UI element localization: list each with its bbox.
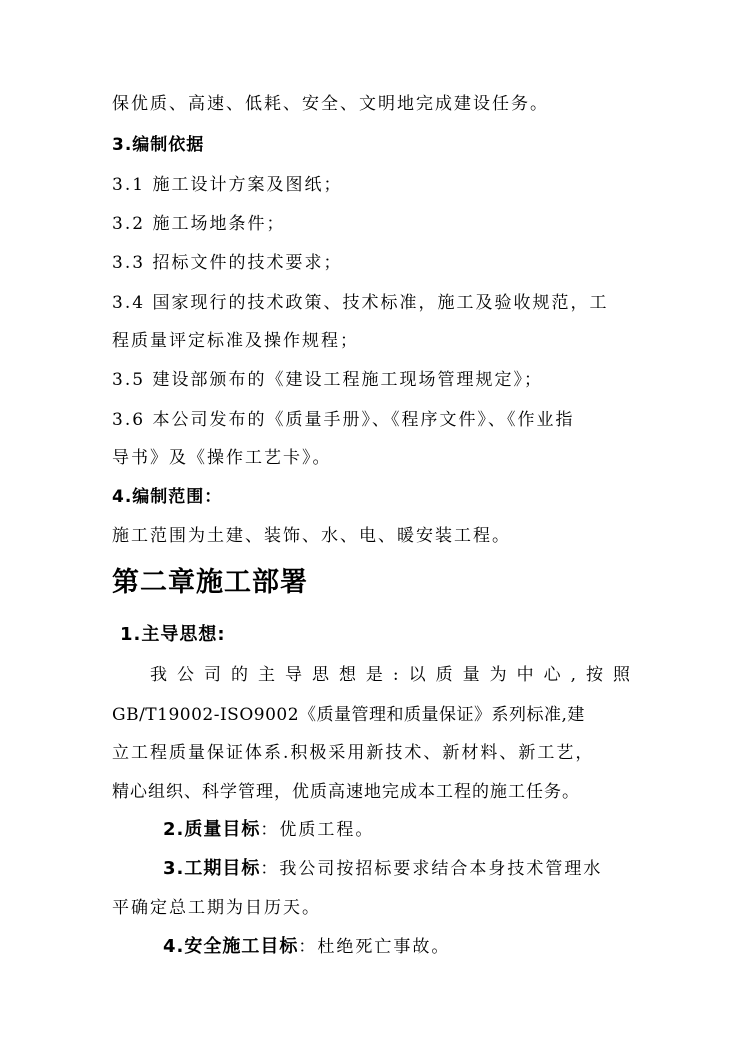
list-item: 3.1 施工设计方案及图纸； — [112, 175, 343, 195]
text-line: 保优质、高速、低耗、安全、文明地完成建设任务。 — [112, 94, 549, 114]
paragraph-line: GB/T19002-ISO9002《质量管理和质量保证》系列标准,建 — [112, 705, 585, 725]
goal-label: 3.工期目标 — [163, 858, 261, 879]
goal-text: ：我公司按招标要求结合本身技术管理水 — [260, 859, 603, 879]
text-line: 导书》及《操作工艺卡》。 — [112, 448, 332, 468]
goal-line — [163, 857, 602, 881]
list-item: 3.6 本公司发布的《质量手册》、《程序文件》、《作业指 — [112, 410, 575, 430]
goal-line — [163, 818, 374, 842]
goal-text: ：杜绝死亡事故。 — [298, 937, 451, 957]
goal-continuation: 平确定总工期为日历天。 — [112, 898, 321, 918]
goal-label: 2.质量目标 — [163, 819, 261, 840]
paragraph-line: 我公司的主导思想是:以质量为中心,按照 — [150, 665, 632, 685]
goal-label: 4.安全施工目标 — [163, 936, 299, 957]
text-line: 程质量评定标准及操作规程； — [112, 331, 359, 351]
goal-line — [163, 935, 450, 959]
goal-text: ：优质工程。 — [260, 820, 375, 840]
section-heading: 4.编制范围： — [112, 487, 223, 507]
section-heading: 1.主导思想: — [120, 624, 226, 645]
list-item: 3.3 招标文件的技术要求； — [112, 253, 343, 273]
paragraph-line: 立工程质量保证体系.积极采用新技术、新材料、新工艺， — [112, 743, 595, 763]
section-heading: 3.编制依据 — [112, 135, 205, 155]
text-line: 施工范围为土建、装饰、水、电、暖安装工程。 — [112, 526, 511, 546]
paragraph-line: 精心组织、科学管理，优质高速地完成本工程的施工任务。 — [112, 782, 580, 802]
list-item: 3.2 施工场地条件； — [112, 214, 286, 234]
chapter-title: 第二章施工部署 — [112, 567, 308, 598]
list-item: 3.5 建设部颁布的《建设工程施工现场管理规定》； — [112, 370, 543, 390]
list-item: 3.4 国家现行的技术政策、技术标准，施工及验收规范，工 — [112, 293, 609, 313]
